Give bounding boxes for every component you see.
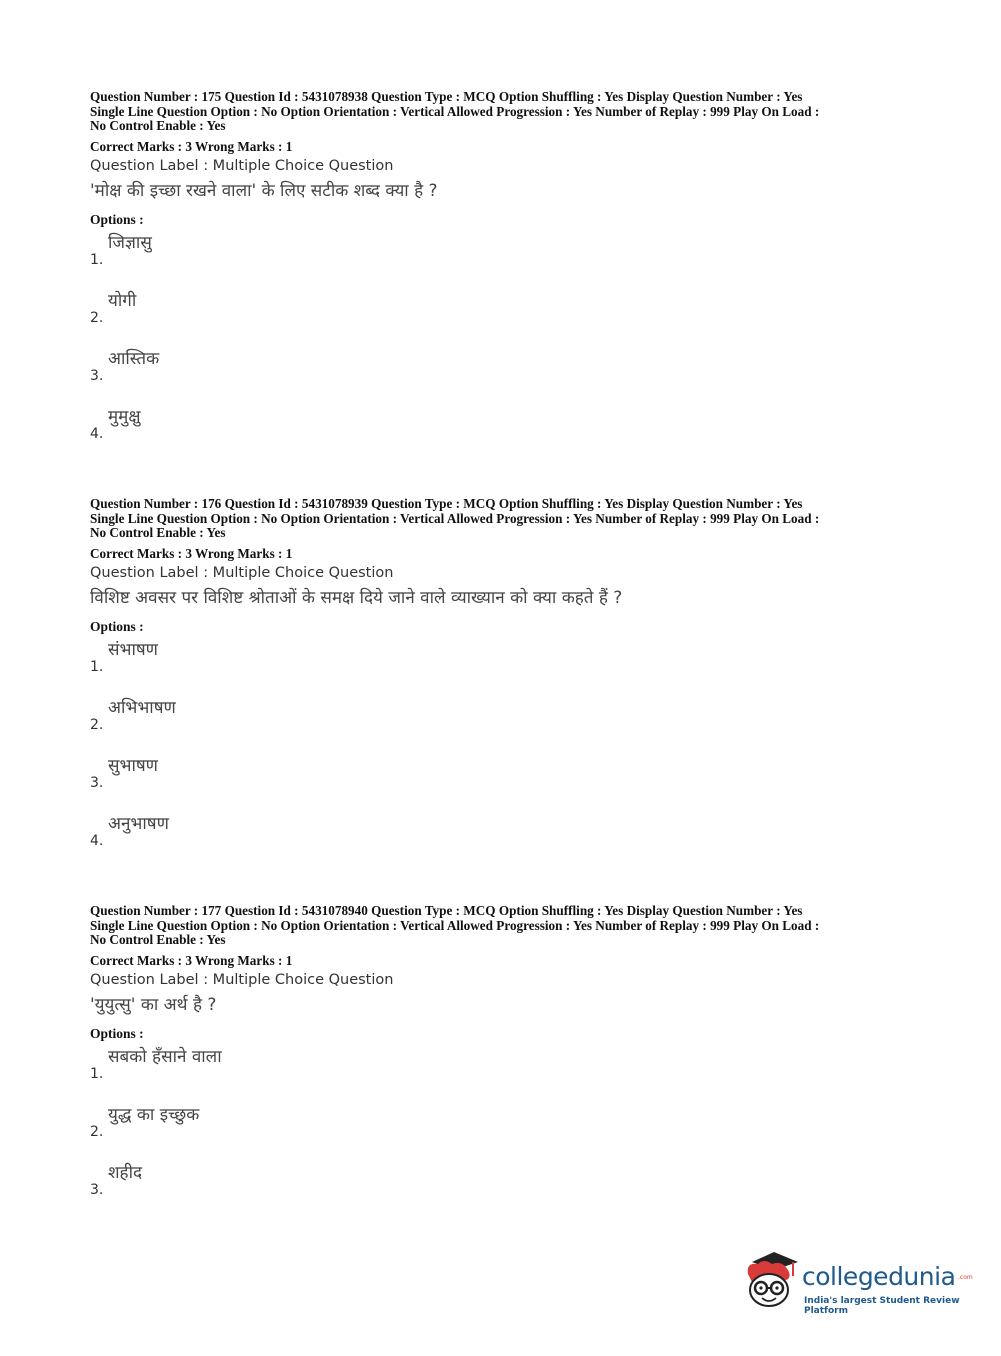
- option-number: 2.: [90, 309, 104, 326]
- meta-line: Single Line Question Option : No Option Orientation : Vertical Allowed Progression : Yes Number of Replay : 999 Play On Load :: [90, 103, 820, 119]
- option-3: [90, 1158, 920, 1216]
- option-4: [90, 809, 920, 867]
- question-label: Question Label : Multiple Choice Question: [90, 971, 394, 988]
- options-list: [90, 228, 920, 460]
- option-text: शहीद: [108, 1162, 143, 1183]
- logo-domain-suffix: .com: [958, 1274, 973, 1281]
- meta-line: Question Number : 175 Question Id : 5431078938 Question Type : MCQ Option Shuffling : Yes Display Question Number : Yes: [90, 89, 803, 104]
- question-label: Question Label : Multiple Choice Question: [90, 157, 394, 174]
- marks-line: Correct Marks : 3 Wrong Marks : 1: [90, 138, 293, 154]
- option-text: सबको हँसाने वाला: [108, 1046, 222, 1067]
- option-number: 1.: [90, 251, 104, 268]
- option-4: [90, 402, 920, 460]
- options-list: [90, 635, 920, 867]
- question-meta: [90, 904, 920, 948]
- question-meta: [90, 497, 920, 541]
- option-number: 3.: [90, 774, 104, 791]
- option-3: [90, 751, 920, 809]
- mascot-icon: [742, 1248, 802, 1312]
- option-3: [90, 344, 920, 402]
- options-heading: Options :: [90, 618, 144, 634]
- question-text: 'मोक्ष की इच्छा रखने वाला' के लिए सटीक शब्द क्या है ?: [90, 180, 438, 201]
- option-text: योगी: [108, 290, 137, 311]
- question-block-176: [90, 497, 920, 867]
- option-text: जिज्ञासु: [108, 232, 152, 253]
- option-2: [90, 286, 920, 344]
- meta-line: No Control Enable : Yes: [90, 932, 226, 948]
- option-number: 3.: [90, 1181, 104, 1198]
- options-heading: Options :: [90, 211, 144, 227]
- question-text: 'युयुत्सु' का अर्थ है ?: [90, 994, 217, 1015]
- collegedunia-logo: [742, 1248, 973, 1316]
- question-label: Question Label : Multiple Choice Question: [90, 564, 394, 581]
- options-heading: Options :: [90, 1025, 144, 1041]
- option-1: [90, 228, 920, 286]
- option-text: संभाषण: [108, 639, 158, 660]
- option-number: 1.: [90, 658, 104, 675]
- option-number: 4.: [90, 425, 104, 442]
- option-text: युद्ध का इच्छुक: [108, 1104, 200, 1125]
- option-2: [90, 1100, 920, 1158]
- meta-line: Single Line Question Option : No Option Orientation : Vertical Allowed Progression : Yes Number of Replay : 999 Play On Load :: [90, 510, 820, 526]
- option-text: अनुभाषण: [108, 813, 169, 834]
- meta-line: Question Number : 177 Question Id : 5431078940 Question Type : MCQ Option Shuffling : Yes Display Question Number : Yes: [90, 903, 803, 918]
- option-text: आस्तिक: [108, 348, 160, 369]
- logo-tagline: India's largest Student Review Platform: [804, 1296, 960, 1316]
- marks-line: Correct Marks : 3 Wrong Marks : 1: [90, 545, 293, 561]
- option-number: 1.: [90, 1065, 104, 1082]
- meta-line: No Control Enable : Yes: [90, 525, 226, 541]
- question-meta: [90, 90, 920, 134]
- option-number: 4.: [90, 832, 104, 849]
- option-number: 2.: [90, 716, 104, 733]
- option-1: [90, 635, 920, 693]
- question-block-175: [90, 90, 920, 460]
- option-text: अभिभाषण: [108, 697, 176, 718]
- question-text: विशिष्ट अवसर पर विशिष्ट श्रोताओं के समक्ष दिये जाने वाले व्याख्यान को क्या कहते हैं ?: [90, 587, 623, 608]
- question-block-177: [90, 904, 920, 1216]
- option-1: [90, 1042, 920, 1100]
- logo-wordmark: collegedunia: [802, 1262, 956, 1291]
- meta-line: No Control Enable : Yes: [90, 118, 226, 134]
- meta-line: Question Number : 176 Question Id : 5431078939 Question Type : MCQ Option Shuffling : Yes Display Question Number : Yes: [90, 496, 803, 511]
- meta-line: Single Line Question Option : No Option Orientation : Vertical Allowed Progression : Yes Number of Replay : 999 Play On Load :: [90, 917, 820, 933]
- option-2: [90, 693, 920, 751]
- option-text: सुभाषण: [108, 755, 158, 776]
- option-text: मुमुक्षु: [108, 406, 141, 427]
- option-number: 2.: [90, 1123, 104, 1140]
- option-number: 3.: [90, 367, 104, 384]
- marks-line: Correct Marks : 3 Wrong Marks : 1: [90, 952, 293, 968]
- options-list: [90, 1042, 920, 1216]
